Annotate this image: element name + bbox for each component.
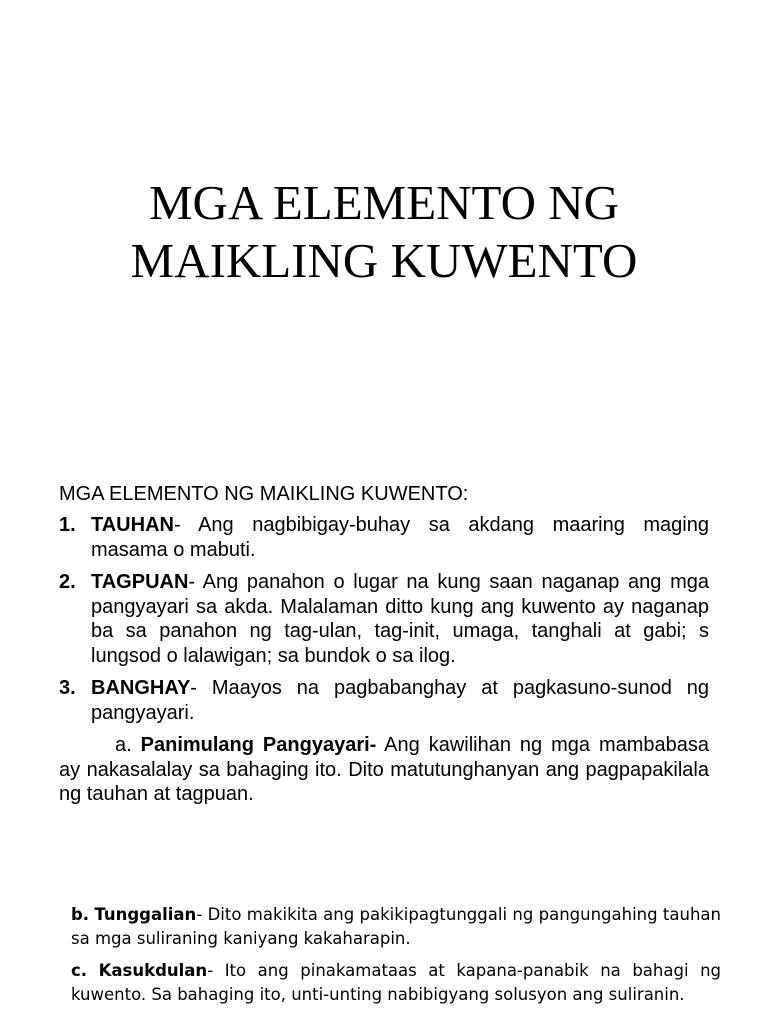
content-heading: MGA ELEMENTO NG MAIKLING KUWENTO: [59,483,469,505]
item-body [91,570,709,668]
sub-item-a [59,733,709,807]
elements-list [59,513,709,807]
item-number: 2. [59,571,76,593]
item-number: 3. [59,677,76,699]
item-number: 1. [59,514,76,536]
item-term: TAUHAN [91,514,174,536]
slide-title [0,174,768,290]
item-term: TAGPUAN [91,571,189,593]
list-item [71,959,721,1007]
sub-item-label: b. [71,905,90,924]
content-slide [0,455,768,855]
item-body [91,676,709,725]
list-item [59,570,709,668]
slide-title-line-2: MAIKLING KUWENTO [130,233,638,288]
sub-item-term: Panimulang Pangyayari- [140,734,377,756]
list-item [71,903,721,951]
list-item [59,513,709,562]
third-slide [0,855,768,1024]
item-text: - Ang panahon o lugar na kung saan naganap ang mga pangyayari sa akda. Malalaman ditto kung ang kuwento ay naganap ba sa panahon ng tag-ulan, tag-init, umaga, tanghali at gabi; s lungsod o lalawigan; sa bundok o sa ilog. [91,571,709,667]
item-text: - Maayos na pagbabanghay at pagkasuno-sunod ng pangyayari. [91,677,709,724]
list-item [59,676,709,725]
sub-item-term: Kasukdulan [98,961,208,980]
sub-item-term: Tunggalian [94,905,197,924]
slide-title-line-1: MGA ELEMENTO NG [148,175,620,230]
item-term: BANGHAY [91,677,191,699]
sub-item-text: Ang kawilihan ng mga mambabasa ay nakasalalay sa bahaging ito. Dito matutunghanyan ang pagpapakilala ng tauhan at tagpuan. [59,734,710,805]
sub-item-text: - Dito makikita ang pakikipagtunggali ng pangungahing tauhan sa mga suliraning kaniyang kakaharapin. [71,905,721,948]
title-slide [0,0,768,455]
sub-item-text: - Ito ang pinakamataas at kapana-panabik na bahagi ng kuwento. Sa bahaging ito, unti-unting nabibigyang solusyon ang suliranin. [71,961,722,1004]
item-text: - Ang nagbibigay-buhay sa akdang maaring maging masama o mabuti. [91,514,709,561]
sub-item-label: a. [115,734,132,756]
sub-item-label: c. [71,961,88,980]
item-body [91,513,709,562]
sub-items-list [71,903,721,1015]
